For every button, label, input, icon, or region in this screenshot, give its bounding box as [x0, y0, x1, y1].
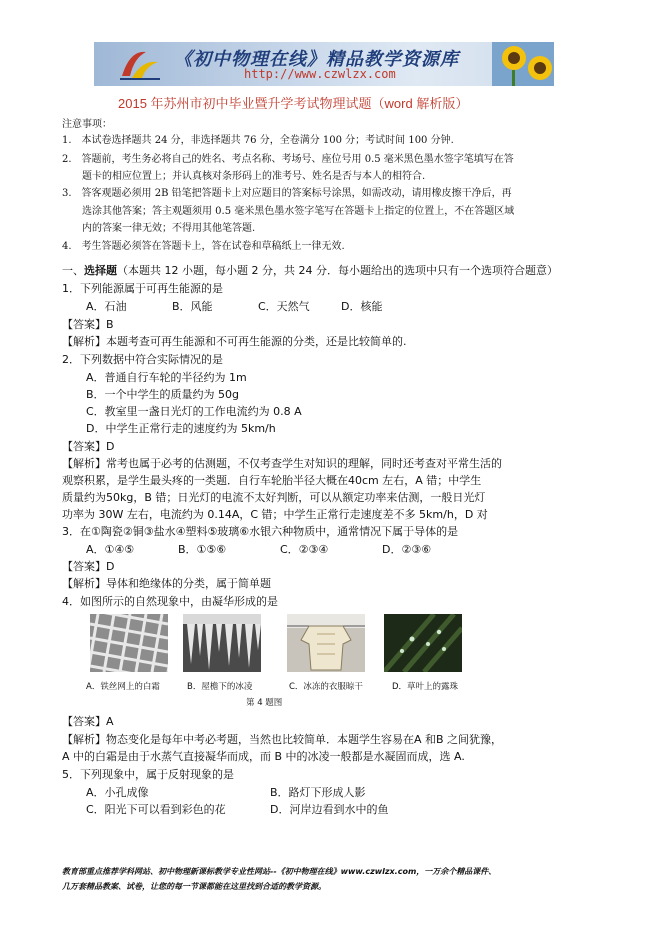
question-4-stem: 4．如图所示的自然现象中，由凝华形成的是 [62, 595, 278, 608]
notice-item: 题卡的相应位置上；并认真核对条形码上的准考号、姓名是否与本人的相符合. [82, 171, 426, 182]
question-5-stem: 5．下列现象中，属于反射现象的是 [62, 768, 234, 781]
dew-on-grass-photo [384, 614, 462, 672]
q1-option-c: C．天然气 [258, 300, 310, 313]
q2-analysis-line: 【解析】常考也属于必考的估测题，不仅考查学生对知识的理解，同时还考查对平常生活的 [62, 457, 502, 470]
document-title: 2015 年苏州市初中毕业暨升学考试物理试题（word 解析版） [118, 96, 469, 111]
q4-caption-b: B．屋檐下的冰凌 [187, 682, 253, 692]
header-banner [94, 42, 554, 86]
question-3-stem: 3．在①陶瓷②铜③盐水④塑料⑤玻璃⑥水银六种物质中，通常情况下属于导体的是 [62, 525, 459, 538]
section-description: （本题共 12 小题，每小题 2 分，共 24 分．每小题给出的选项中只有一个选项符合题意） [117, 264, 558, 277]
q2-option-b: B．一个中学生的质量约为 50g [86, 388, 240, 401]
q4-caption-d: D．草叶上的露珠 [392, 682, 459, 692]
q5-option-c: C．阳光下可以看到彩色的花 [86, 803, 226, 816]
q1-option-b: B．风能 [172, 300, 213, 313]
banner-url: http://www.czwlzx.com [244, 67, 396, 81]
q4-analysis-line: 【解析】物态变化是每年中考必考题，当然也比较简单．本题学生容易在A 和B 之间犹豫， [62, 733, 503, 746]
q3-option-b: B．①⑤⑥ [178, 543, 227, 556]
q5-option-a: A．小孔成像 [86, 786, 149, 799]
sunflower-icon [492, 42, 554, 86]
q3-option-d: D．②③⑥ [382, 543, 432, 556]
site-logo-icon [116, 46, 164, 82]
q3-answer: 【答案】D [62, 560, 115, 573]
q4-analysis-line: A 中的白霜是由于水蒸气直接凝华而成，而 B 中的冰凌一般都是水凝固而成，选 A. [62, 750, 465, 763]
q1-answer: 【答案】B [62, 318, 114, 331]
q2-analysis-line: 质量约为50kg，B 错；日光灯的电流不太好判断，可以从额定功率来估测，一般日光灯 [62, 491, 486, 504]
q2-option-d: D．中学生正常行走的速度约为 5km/h [86, 422, 276, 435]
q4-answer: 【答案】A [62, 715, 114, 728]
footer-line: 几万套精品教案、试卷，让您的每一节课都能在这里找到合适的教学资源。 [62, 882, 326, 891]
icicles-photo [183, 614, 261, 672]
q2-analysis-line: 观察积累，是学生最头疼的一类题．自行车轮胎半径大概在40cm 左右，A 错；中学生 [62, 474, 482, 487]
figure-label: 第 4 题图 [246, 698, 283, 708]
q2-option-c: C．教室里一盏日光灯的工作电流约为 0.8 A [86, 405, 302, 418]
q3-option-c: C．②③④ [280, 543, 329, 556]
q2-option-a: A．普通自行车轮的半径约为 1m [86, 371, 247, 384]
q5-option-b: B．路灯下形成人影 [270, 786, 366, 799]
notice-item: 1. 本试卷选择题共 24 分，非选择题共 76 分，全卷满分 100 分；考试时间 100 分钟. [62, 135, 454, 146]
section-number: 一、 [62, 264, 84, 277]
q1-option-a: A．石油 [86, 300, 127, 313]
banner-title: 《初中物理在线》精品教学资源库 [174, 49, 459, 70]
q2-analysis-line: 功率为 30W 左右，电流约为 0.14A，C 错；中学生正常行走速度差不多 5km/h，D 对 [62, 508, 488, 521]
q3-option-a: A．①④⑤ [86, 543, 135, 556]
footer-line: 教育部重点推荐学科网站、初中物理新课标教学专业性网站--《初中物理在线》www.czwlzx.com，一万余个精品课件、 [62, 867, 497, 876]
notice-item: 选涂其他答案；答主观题须用 0.5 毫米黑色墨水签字笔写在答题卡上指定的位置上，不在答题区域 [82, 206, 515, 217]
q4-caption-c: C．冰冻的衣服晾干 [289, 682, 363, 692]
notice-item: 4. 考生答题必须答在答题卡上，答在试卷和草稿纸上一律无效. [62, 241, 345, 252]
q3-analysis: 【解析】导体和绝缘体的分类，属于简单题 [62, 577, 271, 590]
q1-analysis: 【解析】本题考查可再生能源和不可再生能源的分类，还是比较简单的. [62, 335, 407, 348]
q2-answer: 【答案】D [62, 440, 115, 453]
frost-on-wire-photo [90, 614, 168, 672]
notice-item: 3. 答客观题必须用 2B 铅笔把答题卡上对应题目的答案标号涂黑，如需改动，请用橡皮擦干净后，再 [62, 188, 512, 199]
notice-item: 内的答案一律无效；不得用其他笔答题. [82, 223, 256, 234]
notice-heading: 注意事项： [62, 119, 112, 130]
notice-item: 2. 答题前，考生务必将自己的姓名、考点名称、考场号、座位号用 0.5 毫米黑色墨水签字笔填写在答 [62, 154, 514, 165]
question-1-stem: 1．下列能源属于可再生能源的是 [62, 282, 223, 295]
question-2-stem: 2．下列数据中符合实际情况的是 [62, 353, 223, 366]
q1-option-d: D．核能 [341, 300, 383, 313]
section-heading [62, 262, 558, 278]
frozen-clothes-photo [287, 614, 365, 672]
q5-option-d: D．河岸边看到水中的鱼 [270, 803, 389, 816]
q4-caption-a: A．铁丝网上的白霜 [86, 682, 160, 692]
section-name: 选择题 [84, 264, 117, 277]
